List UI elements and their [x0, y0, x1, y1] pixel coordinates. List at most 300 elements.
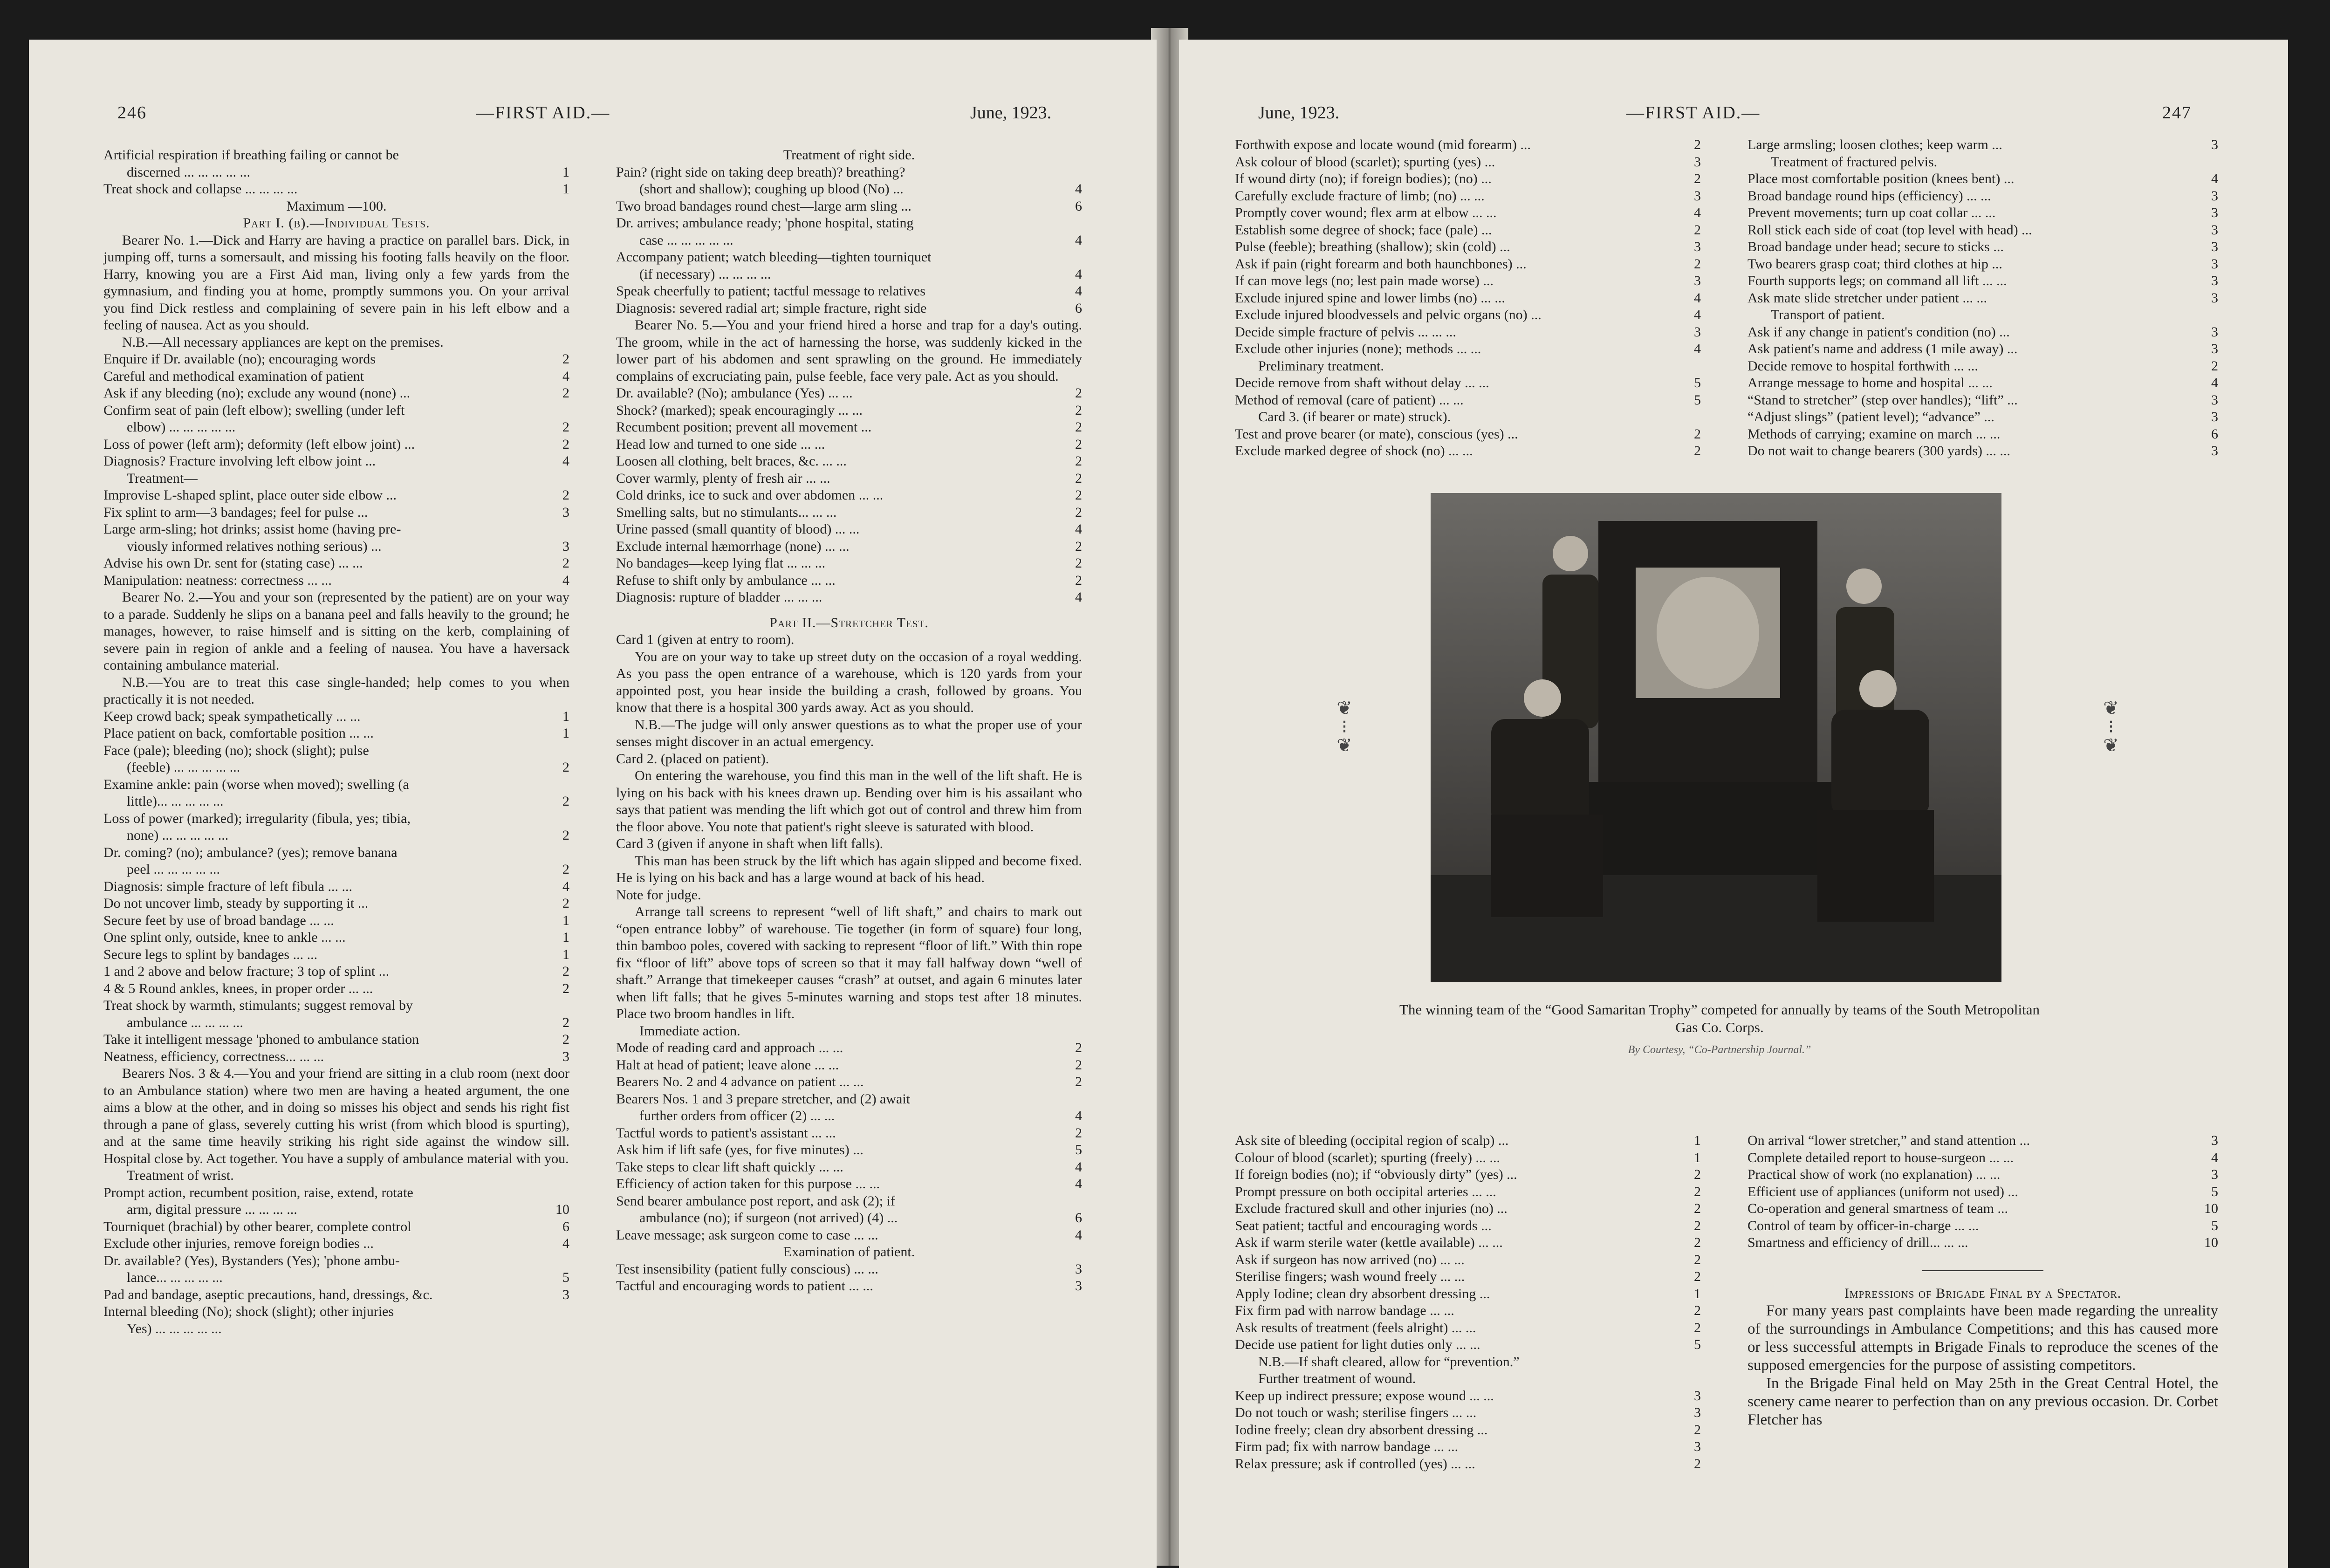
score-line — [1235, 1320, 1701, 1337]
score-line — [1748, 1184, 2218, 1201]
score-mark: 2 — [1694, 1456, 1701, 1472]
score-line-text: Apply Iodine; clean dry absorbent dressing ... — [1235, 1286, 1490, 1301]
score-mark: 4 — [562, 368, 569, 384]
score-mark: 4 — [562, 572, 569, 588]
card-heading: Card 3 (given if anyone in shaft when lift falls). — [616, 836, 884, 851]
photo-illustration — [1431, 493, 2001, 982]
scoring-list — [1235, 137, 1701, 460]
score-line-text: Decide remove from shaft without delay ... ... — [1235, 375, 1489, 390]
score-line — [1235, 1200, 1701, 1218]
score-line — [1235, 1166, 1701, 1184]
score-mark: 1 — [562, 726, 569, 741]
score-line — [1748, 171, 2218, 188]
score-line — [103, 521, 569, 538]
subheading: Immediate action. — [639, 1023, 740, 1039]
score-line-text: Broad bandage under head; secure to sticks ... — [1748, 239, 2004, 254]
score-line — [103, 793, 569, 810]
score-line-text: Decide remove to hospital forthwith ... ... — [1748, 358, 1978, 374]
score-line-text: Relax pressure; ask if controlled (yes) ... ... — [1235, 1456, 1475, 1472]
score-mark: 3 — [2211, 324, 2218, 340]
score-line-text: Mode of reading card and approach ... ... — [616, 1040, 843, 1055]
score-line — [1748, 375, 2218, 392]
score-line — [616, 1091, 1082, 1108]
left-page — [29, 40, 1157, 1568]
score-line — [103, 997, 569, 1014]
scoring-list — [103, 708, 569, 1066]
score-line — [616, 1074, 1082, 1091]
score-line-text: Ask if surgeon has now arrived (no) ... ... — [1235, 1252, 1465, 1267]
score-line-text: Smelling salts, but no stimulants... ... ... — [616, 504, 837, 520]
score-line-text: little)... ... ... ... ... — [127, 794, 224, 809]
score-line — [1235, 426, 1701, 443]
paragraph: Arrange tall screens to represent “well of lift shaft,” and chairs to mark out “open entrance lobby” of warehouse. Tie together (in form of square) four long, thin bamboo poles, covered with sacking to represent “floor of lift.” With thin rope fix “floor of lift” above tops of screen so that it may fall halfway down “well of shaft.” Arrange that timekeeper causes “crash” at outset, and again 6 minutes later when lift falls; that he gives 5-minutes warning and stops test after 18 minutes. Place two broom handles in lift. — [616, 904, 1082, 1021]
photo-credit: By Courtesy, “Co-Partnership Journal.” — [1628, 1044, 1811, 1056]
score-mark: 3 — [562, 1287, 569, 1302]
score-line — [103, 385, 569, 402]
score-line — [1235, 375, 1701, 392]
score-mark: 2 — [1694, 171, 1701, 186]
score-line — [616, 249, 1082, 266]
score-mark: 2 — [562, 1032, 569, 1047]
score-mark: 2 — [1694, 426, 1701, 442]
score-line — [1235, 1456, 1701, 1473]
score-line-text: Do not wait to change bearers (300 yards) ... ... — [1748, 443, 2010, 459]
score-line-text: Efficiency of action taken for this purpose ... ... — [616, 1176, 880, 1191]
score-line-text: Cover warmly, plenty of fresh air ... ... — [616, 470, 830, 486]
score-mark: 3 — [2211, 239, 2218, 254]
card-heading: Card 2. (placed on patient). — [616, 751, 769, 767]
score-line — [1235, 1218, 1701, 1235]
score-line-text: Prompt action, recumbent position, raise, extend, rotate — [103, 1185, 413, 1200]
score-line-text: Bearers Nos. 1 and 3 prepare stretcher, and (2) await — [616, 1091, 911, 1107]
score-line — [616, 1261, 1082, 1278]
score-line — [1748, 1234, 2218, 1252]
score-line-text: Send bearer ambulance post report, and ask (2); if — [616, 1193, 895, 1209]
score-line — [616, 1227, 1082, 1244]
score-mark: 10 — [2204, 1201, 2218, 1216]
score-mark: 4 — [1694, 341, 1701, 356]
score-line — [1748, 1200, 2218, 1218]
score-line-text: Ask if any change in patient's condition (no) ... — [1748, 324, 2010, 340]
score-mark: 2 — [1075, 555, 1082, 571]
score-line — [616, 470, 1082, 487]
score-mark: 2 — [1694, 1184, 1701, 1199]
score-line — [1235, 1354, 1701, 1371]
right-column-1-lower — [1235, 1132, 1701, 1472]
score-line — [103, 504, 569, 521]
score-line-text: Ask colour of blood (scarlet); spurting (yes) ... — [1235, 154, 1495, 170]
score-line-text: elbow) ... ... ... ... ... — [127, 419, 236, 435]
score-line-text: Ask if warm sterile water (kettle available) ... ... — [1235, 1235, 1503, 1250]
score-line-text: (feeble) ... ... ... ... ... — [127, 760, 240, 775]
score-mark: 4 — [2211, 1150, 2218, 1165]
score-mark: 3 — [1694, 239, 1701, 254]
divider — [1922, 1270, 2043, 1271]
scoring-list — [616, 385, 1082, 606]
score-line — [103, 572, 569, 589]
score-line-text: Secure feet by use of broad bandage ... ... — [103, 912, 334, 928]
score-mark: 2 — [1075, 419, 1082, 435]
score-line — [1235, 171, 1701, 188]
score-line — [103, 1235, 569, 1253]
score-mark: 5 — [1694, 375, 1701, 390]
score-line-text: Tourniquet (brachial) by other bearer, complete control — [103, 1219, 411, 1234]
score-line-text: Accompany patient; watch bleeding—tighten tourniquet — [616, 249, 932, 265]
team-photograph — [1431, 493, 2001, 982]
score-mark: 6 — [2211, 426, 2218, 442]
score-line — [103, 725, 569, 742]
score-line — [103, 1287, 569, 1304]
score-line — [616, 181, 1082, 198]
score-line — [1235, 1132, 1701, 1150]
score-line-text: Tactful words to patient's assistant ... ... — [616, 1125, 836, 1141]
score-mark: 4 — [1075, 1227, 1082, 1243]
note: N.B.—The judge will only answer questions as to what the proper use of your senses might discover in an actual emergency. — [616, 717, 1082, 749]
running-title: —FIRST AID.— — [476, 103, 610, 123]
score-mark: 2 — [1694, 443, 1701, 459]
score-line-text: Iodine freely; clean dry absorbent dressing ... — [1235, 1422, 1488, 1438]
score-line — [1235, 222, 1701, 239]
score-line — [1235, 392, 1701, 409]
score-mark: 5 — [2211, 1184, 2218, 1199]
score-line — [103, 742, 569, 760]
score-line-text: Place patient on back, comfortable position ... ... — [103, 726, 374, 741]
score-line — [1748, 273, 2218, 290]
score-mark: 2 — [562, 555, 569, 571]
score-mark: 5 — [2211, 1218, 2218, 1233]
scoring-list — [103, 351, 569, 589]
score-line-text: (if necessary) ... ... ... ... — [639, 266, 771, 282]
card-heading: Note for judge. — [616, 887, 701, 903]
score-line — [1748, 1166, 2218, 1184]
score-mark: 3 — [1694, 1388, 1701, 1404]
score-line-text: Ask patient's name and address (1 mile away) ... — [1748, 341, 2018, 356]
score-mark: 6 — [1075, 1210, 1082, 1226]
score-line-text: Manipulation: neatness: correctness ... ... — [103, 572, 332, 588]
score-line — [1235, 324, 1701, 341]
scoring-list — [1235, 1132, 1701, 1472]
score-line-text: Take it intelligent message 'phoned to ambulance station — [103, 1032, 419, 1047]
score-mark: 4 — [1694, 307, 1701, 322]
score-mark: 4 — [562, 878, 569, 894]
score-mark: 3 — [2211, 290, 2218, 306]
score-line-text: 1 and 2 above and below fracture; 3 top of splint ... — [103, 964, 390, 979]
score-line-text: Efficient use of appliances (uniform not used) ... — [1748, 1184, 2018, 1199]
score-line-text: Treat shock and collapse ... ... ... ... — [103, 181, 298, 197]
paragraph: On entering the warehouse, you find this man in the well of the lift shaft. He is lying on his back with his knees drawn up. Bending over him is his assailant who says that patient was mending the lift which got out of control and threw him from the floor above. You note that patient's right sleeve is saturated with blood. — [616, 768, 1082, 835]
score-mark: 2 — [1075, 504, 1082, 520]
section-heading: Part II.—Stretcher Test. — [769, 615, 929, 630]
score-mark: 3 — [1694, 273, 1701, 288]
score-mark: 4 — [1075, 1176, 1082, 1191]
score-line-text: Preliminary treatment. — [1258, 358, 1384, 374]
score-line — [103, 402, 569, 419]
score-mark: 3 — [2211, 392, 2218, 408]
score-line-text: Advise his own Dr. sent for (stating case) ... ... — [103, 555, 363, 571]
score-line — [1235, 239, 1701, 256]
score-line-text: Exclude injured bloodvessels and pelvic organs (no) ... — [1235, 307, 1542, 322]
score-line — [103, 708, 569, 726]
score-line-text: Diagnosis: simple fracture of left fibula ... ... — [103, 878, 353, 894]
score-line — [1235, 1422, 1701, 1439]
score-mark: 3 — [2211, 443, 2218, 459]
score-mark: 2 — [562, 980, 569, 996]
score-line-text: Internal bleeding (No); shock (slight); other injuries — [103, 1304, 394, 1319]
score-mark: 4 — [1075, 1108, 1082, 1123]
score-line — [1748, 239, 2218, 256]
score-line — [103, 1014, 569, 1032]
score-line-text: Ask results of treatment (feels alright) ... ... — [1235, 1320, 1476, 1335]
score-line-text: “Adjust slings” (patient level); “advance” ... — [1748, 409, 1994, 425]
score-mark: 2 — [1694, 1422, 1701, 1438]
score-line-text: Ask if any bleeding (no); exclude any wound (none) ... — [103, 385, 411, 401]
score-mark: 1 — [562, 930, 569, 945]
score-line-text: Dr. arrives; ambulance ready; 'phone hospital, stating — [616, 215, 914, 231]
subheading: Treatment of wrist. — [127, 1168, 234, 1183]
score-line-text: Urine passed (small quantity of blood) ... ... — [616, 521, 860, 537]
score-line — [1748, 137, 2218, 154]
score-line-text: Careful and methodical examination of patient — [103, 368, 364, 384]
score-line — [1235, 1370, 1701, 1388]
score-mark: 4 — [1075, 589, 1082, 605]
score-line-text: Secure legs to splint by bandages ... ... — [103, 946, 318, 962]
page-date: June, 1923. — [970, 103, 1052, 123]
score-line — [616, 1278, 1082, 1295]
score-line — [1235, 307, 1701, 324]
card-heading: Card 1 (given at entry to room). — [616, 632, 795, 647]
score-line-text: discerned ... ... ... ... ... — [127, 164, 250, 180]
score-mark: 2 — [1075, 538, 1082, 554]
score-mark: 1 — [1694, 1286, 1701, 1301]
score-line-text: Examination of patient. — [783, 1244, 915, 1260]
score-line-text: Do not uncover limb, steady by supporting it ... — [103, 896, 369, 911]
score-mark: 6 — [1075, 300, 1082, 316]
score-line-text: Dr. available? (No); ambulance (Yes) ... ... — [616, 385, 853, 401]
score-line — [1235, 290, 1701, 307]
score-mark: 4 — [562, 1236, 569, 1251]
score-mark: 1 — [1694, 1133, 1701, 1148]
score-line — [103, 164, 569, 181]
score-mark: 2 — [1075, 385, 1082, 401]
scoring-list — [616, 147, 1082, 317]
score-line — [103, 861, 569, 878]
score-mark: 2 — [1694, 1218, 1701, 1233]
left-column-1 — [103, 147, 569, 1337]
score-mark: 3 — [1075, 1261, 1082, 1277]
score-mark: 3 — [1694, 1405, 1701, 1420]
score-line — [616, 1244, 1082, 1261]
score-line — [616, 300, 1082, 317]
score-mark: 3 — [2211, 205, 2218, 220]
score-mark: 3 — [1075, 1278, 1082, 1294]
score-line-text: Artificial respiration if breathing failing or cannot be — [103, 147, 399, 163]
score-mark: 3 — [2211, 137, 2218, 152]
score-mark: 4 — [1075, 181, 1082, 197]
score-mark: 1 — [562, 946, 569, 962]
score-line — [1235, 409, 1701, 426]
score-mark: 3 — [1694, 154, 1701, 170]
score-line — [103, 419, 569, 436]
score-line-text: Ask if pain (right forearm and both haunchbones) ... — [1235, 256, 1527, 272]
score-mark: 2 — [1694, 1167, 1701, 1182]
score-line-text: Yes) ... ... ... ... ... — [127, 1321, 222, 1336]
score-line — [616, 419, 1082, 436]
score-line-text: Practical show of work (no explanation) ... ... — [1748, 1167, 2001, 1182]
score-line-text: Treatment— — [127, 470, 198, 486]
score-mark: 4 — [1075, 232, 1082, 248]
score-line-text: Fix splint to arm—3 bandages; feel for pulse ... — [103, 504, 368, 520]
score-line-text: Large armsling; loosen clothes; keep warm ... — [1748, 137, 2002, 152]
score-line-text: Loosen all clothing, belt braces, &c. ... ... — [616, 453, 847, 469]
score-line-text: Decide simple fracture of pelvis ... ... ... — [1235, 324, 1456, 340]
score-line-text: 4 & 5 Round ankles, knees, in proper order ... ... — [103, 980, 373, 996]
score-line — [616, 1210, 1082, 1227]
score-mark: 3 — [2211, 1133, 2218, 1148]
score-line-text: Confirm seat of pain (left elbow); swelling (under left — [103, 402, 405, 418]
score-line-text: Sterilise fingers; wash wound freely ... ... — [1235, 1269, 1465, 1284]
score-line-text: Large arm-sling; hot drinks; assist home (having pre- — [103, 521, 401, 537]
score-line-text: Colour of blood (scarlet); spurting (freely) ... ... — [1235, 1150, 1501, 1165]
score-mark: 4 — [1075, 521, 1082, 537]
score-mark: 4 — [1694, 290, 1701, 306]
score-mark: 4 — [562, 453, 569, 469]
score-line — [616, 538, 1082, 555]
score-line-text: Fix firm pad with narrow bandage ... ... — [1235, 1303, 1454, 1318]
score-line-text: Keep up indirect pressure; expose wound ... ... — [1235, 1388, 1494, 1404]
score-line — [1748, 1218, 2218, 1235]
article-heading: Impressions of Brigade Final by a Spectator. — [1844, 1285, 2122, 1301]
score-line — [616, 1176, 1082, 1193]
score-line-text: Tactful and encouraging words to patient ... ... — [616, 1278, 873, 1294]
score-line — [616, 521, 1082, 538]
score-line — [1748, 426, 2218, 443]
score-line-text: none) ... ... ... ... ... — [127, 828, 229, 843]
score-mark: 2 — [1694, 256, 1701, 272]
score-line — [103, 1185, 569, 1202]
score-mark: 2 — [562, 436, 569, 452]
score-mark: 2 — [1075, 487, 1082, 503]
score-line — [1235, 154, 1701, 171]
score-line — [1748, 341, 2218, 358]
score-line — [616, 232, 1082, 249]
score-mark: 2 — [562, 760, 569, 775]
score-mark: 1 — [562, 708, 569, 724]
score-mark: 2 — [1694, 1303, 1701, 1318]
score-line — [1235, 1388, 1701, 1405]
score-line — [103, 1219, 569, 1236]
score-line-text: Take steps to clear lift shaft quickly ... ... — [616, 1159, 843, 1175]
score-line — [103, 147, 569, 164]
score-mark: 3 — [2211, 409, 2218, 425]
score-line-text: arm, digital pressure ... ... ... ... — [127, 1202, 297, 1217]
score-mark: 2 — [1075, 1074, 1082, 1089]
paragraph: Bearers Nos. 3 & 4.—You and your friend are sitting in a club room (next door to an Ambulance station) where two men are having a heated argument, the one aims a blow at the other, and in doing so misses his object and sends his right fist through a pane of glass, severely cutting his wrist (from which blood is spurting), and at the same time heavily striking his right side against the window sill. Hospital close by. Act together. You have a supply of ambulance material with you. — [103, 1066, 569, 1166]
score-line-text: Diagnosis: rupture of bladder ... ... ... — [616, 589, 822, 605]
score-line-text: Pain? (right side on taking deep breath)? breathing? — [616, 164, 905, 180]
score-mark: 1 — [562, 181, 569, 197]
score-line — [616, 215, 1082, 232]
score-line — [103, 810, 569, 828]
score-mark: 4 — [1075, 283, 1082, 299]
score-line — [103, 436, 569, 453]
left-column-2 — [616, 147, 1082, 1295]
score-line-text: Test and prove bearer (or mate), conscious (yes) ... — [1235, 426, 1518, 442]
right-column-2-lower — [1748, 1132, 2218, 1429]
score-mark: 2 — [1694, 137, 1701, 152]
score-line — [616, 164, 1082, 181]
score-mark: 2 — [1694, 1201, 1701, 1216]
scoring-list — [1748, 137, 2218, 460]
score-line-text: case ... ... ... ... ... — [639, 232, 733, 248]
score-mark: 2 — [562, 487, 569, 503]
score-line-text: Carefully exclude fracture of limb; (no) ... ... — [1235, 188, 1485, 204]
score-line-text: No bandages—keep lying flat ... ... ... — [616, 555, 826, 571]
score-line-text: Fourth supports legs; on command all lift ... ... — [1748, 273, 2007, 288]
score-line-text: Place most comfortable position (knees bent) ... — [1748, 171, 2015, 186]
score-mark: 4 — [2211, 171, 2218, 186]
score-line — [103, 351, 569, 368]
score-line — [103, 1048, 569, 1066]
score-line — [103, 1201, 569, 1219]
score-line — [1235, 1404, 1701, 1422]
score-line — [616, 1108, 1082, 1125]
score-line-text: Card 3. (if bearer or mate) struck). — [1258, 409, 1451, 425]
score-line — [616, 555, 1082, 572]
score-mark: 2 — [1694, 1269, 1701, 1284]
score-line — [1748, 409, 2218, 426]
score-mark: 2 — [562, 794, 569, 809]
score-mark: 2 — [1075, 470, 1082, 486]
score-line-text: Exclude fractured skull and other injuries (no) ... — [1235, 1201, 1508, 1216]
score-mark: 2 — [2211, 358, 2218, 374]
score-line — [616, 1142, 1082, 1159]
score-line-text: Control of team by officer-in-charge ... ... — [1748, 1218, 1979, 1233]
score-mark: 3 — [1694, 188, 1701, 204]
score-mark: 3 — [2211, 341, 2218, 356]
score-line-text: If can move legs (no; lest pain made worse) ... — [1235, 273, 1494, 288]
paragraph: Bearer No. 5.—You and your friend hired a horse and trap for a day's outing. The groom, while in the act of harnessing the horse, was suddenly kicked in the lower part of his abdomen and sent sprawling on the ground. He immediately complains of excruciating pain, pulse feeble, face very pale. Act as you should. — [616, 317, 1082, 384]
score-mark: 2 — [562, 964, 569, 979]
score-line — [103, 487, 569, 504]
score-mark: 2 — [1075, 1125, 1082, 1141]
score-line — [616, 1159, 1082, 1176]
score-line-text: Enquire if Dr. available (no); encouraging words — [103, 351, 376, 367]
score-line — [1235, 1336, 1701, 1354]
score-line-text: Firm pad; fix with narrow bandage ... ... — [1235, 1439, 1459, 1454]
score-line-text: Neatness, efficiency, correctness... ... ... — [103, 1048, 324, 1064]
score-line-text: Pulse (feeble); breathing (shallow); skin (cold) ... — [1235, 239, 1510, 254]
score-line-text: Examine ankle: pain (worse when moved); swelling (a — [103, 776, 409, 792]
score-mark: 3 — [1694, 1439, 1701, 1454]
score-line — [1235, 1150, 1701, 1167]
score-line-text: Dr. coming? (no); ambulance? (yes); remove banana — [103, 844, 397, 860]
score-line-text: Cold drinks, ice to suck and over abdomen ... ... — [616, 487, 884, 503]
score-line-text: ambulance (no); if surgeon (not arrived) (4) ... — [639, 1210, 898, 1226]
score-mark: 3 — [2211, 273, 2218, 288]
score-mark: 2 — [1075, 402, 1082, 418]
score-line-text: Establish some degree of shock; face (pale) ... — [1235, 222, 1492, 238]
score-line-text: Maximum —100. — [286, 198, 387, 214]
score-line — [616, 589, 1082, 606]
score-mark: 2 — [562, 828, 569, 843]
score-line — [103, 895, 569, 912]
right-column-2 — [1748, 137, 2218, 460]
score-line-text: One splint only, outside, knee to ankle ... ... — [103, 930, 346, 945]
score-line-text: Ask mate slide stretcher under patient ... ... — [1748, 290, 1987, 306]
score-line-text: Improvise L-shaped splint, place outer side elbow ... — [103, 487, 397, 503]
score-line-text: On arrival “lower stretcher,” and stand attention ... — [1748, 1133, 2030, 1148]
scoring-list — [1748, 1132, 2218, 1252]
